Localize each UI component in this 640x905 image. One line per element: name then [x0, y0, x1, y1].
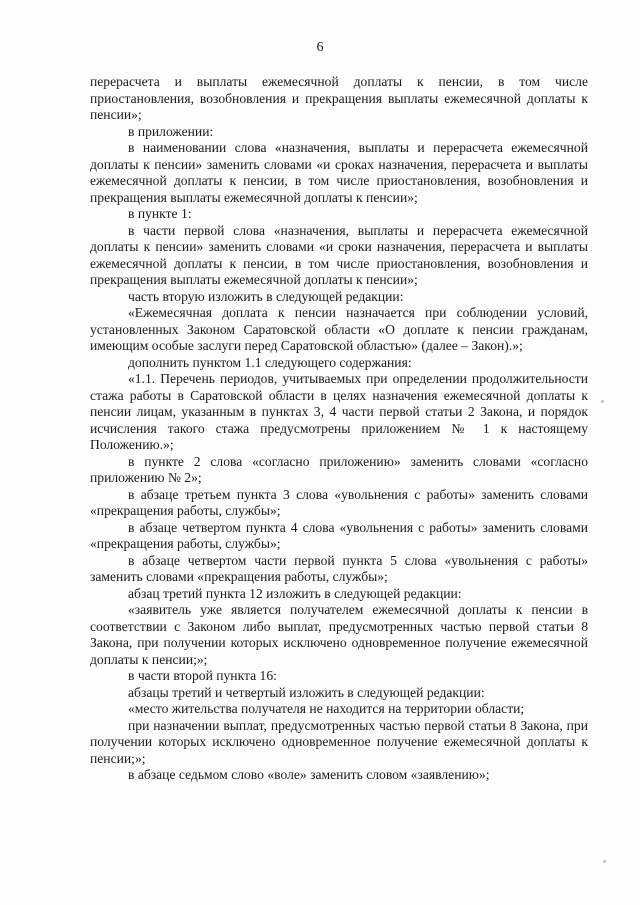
- paragraph: абзацы третий и четвертый изложить в следующей редакции:: [128, 684, 485, 700]
- paragraph: часть вторую изложить в следующей редакции:: [128, 288, 404, 304]
- paragraph: в части второй пункта 16:: [128, 668, 277, 683]
- paragraph: в части первой слова «назначения, выплаты и перерасчета ежемесячной доплаты к пенсии» заменить словами «и сроки назначения, перерасчета и выплаты ежемесячной доплаты к пенсии, в том числе приостановления, возобновления и прекращения выплаты ежемесячной доплаты к пенсии»;: [90, 222, 588, 287]
- document-body: [90, 74, 588, 784]
- paragraph: в абзаце третьем пункта 3 слова «увольнения с работы» заменить словами «прекращения работы, службы»;: [90, 486, 588, 518]
- paragraph: в пункте 1:: [128, 206, 192, 221]
- paragraph: в абзаце четвертом пункта 4 слова «увольнения с работы» заменить словами «прекращения работы, службы»;: [90, 519, 588, 551]
- paragraph: «Ежемесячная доплата к пенсии назначается при соблюдении условий, установленных Законом Саратовской области «О доплате к пенсии гражданам, имеющим особые заслуги перед Саратовской областью» (далее – Закон).»;: [90, 305, 588, 353]
- paragraph: в пункте 2 слова «согласно приложению» заменить словами «согласно приложению № 2»;: [90, 453, 588, 485]
- paragraph: абзац третий пункта 12 изложить в следующей редакции:: [128, 585, 462, 601]
- paragraph: дополнить пунктом 1.1 следующего содержания:: [128, 354, 412, 370]
- paragraph: в наименовании слова «назначения, выплаты и перерасчета ежемесячной доплаты к пенсии» заменить словами «и сроках назначения, перерасчета и выплаты ежемесячной доплаты к пенсии, в том числе приостановления, возобновления и прекращения выплаты ежемесячной доплаты к пенсии»;: [90, 140, 588, 205]
- scan-speck: [603, 860, 606, 863]
- scan-speck: [601, 400, 604, 403]
- paragraph: в приложении:: [128, 123, 214, 139]
- paragraph: «1.1. Перечень периодов, учитываемых при определении продолжительности стажа работы в Саратовской области в целях назначения ежемесячной доплаты к пенсии лицам, указанным в пунктах 3, 4 части первой статьи 2 Закона, и порядок исчисления такого стажа предусмотрены приложением № 1 к настоящему Положению.»;: [90, 371, 588, 452]
- paragraph: при назначении выплат, предусмотренных частью первой статьи 8 Закона, при получении которых исключено одновременное получение ежемесячной доплаты к пенсии;»;: [90, 717, 588, 766]
- page-number: 6: [316, 40, 324, 55]
- paragraph: в абзаце седьмом слово «воле» заменить словом «заявлению»;: [128, 767, 490, 782]
- paragraph: перерасчета и выплаты ежемесячной доплаты к пенсии, в том числе приостановления, возобновления и прекращения выплаты ежемесячной доплаты к пенсии»;: [90, 74, 588, 122]
- paragraph: «заявитель уже является получателем ежемесячной доплаты к пенсии в соответствии с Законом либо выплат, предусмотренных частью первой статьи 8 Закона, при получении которых исключено одновременное получение ежемесячной доплаты к пенсии;»;: [90, 602, 588, 667]
- paragraph: в абзаце четвертом части первой пункта 5 слова «увольнения с работы» заменить словами «прекращения работы, службы»;: [90, 552, 588, 584]
- paragraph: «место жительства получателя не находится на территории области;: [128, 701, 525, 716]
